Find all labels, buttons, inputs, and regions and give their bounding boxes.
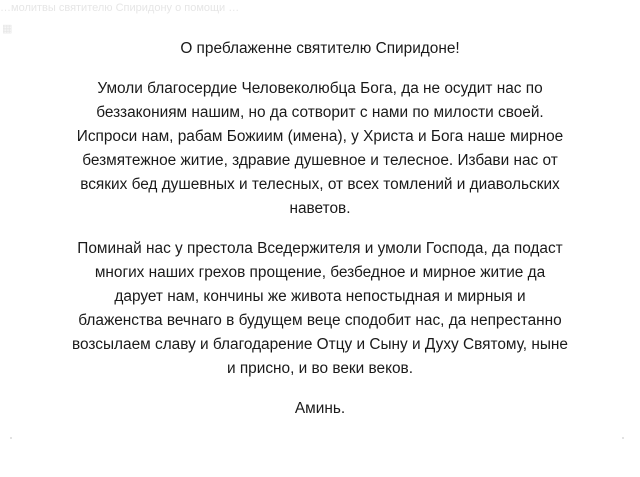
text-line: возсылаем славу и благодарение Отцу и Сыну и Духу Святому, ныне xyxy=(72,336,568,353)
prayer-closing: Аминь. xyxy=(294,400,346,417)
text-line: и присно, и во веки веков. xyxy=(226,360,414,377)
text-line: многих наших грехов прощение, безбедное и мирное житие да xyxy=(94,264,546,281)
header-ghost-text: …молитвы святителю Спиридону о помощи … xyxy=(0,2,240,14)
text-line: дарует нам, кончины же живота непостыдная и мирныя и xyxy=(114,288,526,305)
prayer-paragraph-1 xyxy=(40,77,600,221)
text-line: беззакониям нашим, но да сотворит с нами по милости своей. xyxy=(96,104,544,121)
text-line: всяких бед душевных и телесных, от всех томлений и диавольских xyxy=(80,176,560,193)
text-line: Испроси нам, рабам Божиим (имена), у Христа и Бога наше мирное xyxy=(76,128,564,145)
text-line: блаженства вечнаго в будущем веце сподобит нас, да непрестанно xyxy=(78,312,562,329)
text-line: Поминай нас у престола Вседержителя и умоли Господа, да подаст xyxy=(77,240,563,257)
dust-dot xyxy=(10,437,12,439)
prayer-title: О преблаженне святителю Спиридоне! xyxy=(180,40,460,57)
dust-dot xyxy=(622,437,624,439)
prayer-paragraph-2 xyxy=(40,237,600,381)
prayer-document xyxy=(40,37,600,421)
corner-mark-icon: ▦ xyxy=(2,23,13,35)
text-line: Умоли благосердие Человеколюбца Бога, да не осудит нас по xyxy=(97,80,543,97)
text-line: наветов. xyxy=(289,200,351,217)
text-line: безмятежное житие, здравие душевное и телесное. Избави нас от xyxy=(82,152,558,169)
